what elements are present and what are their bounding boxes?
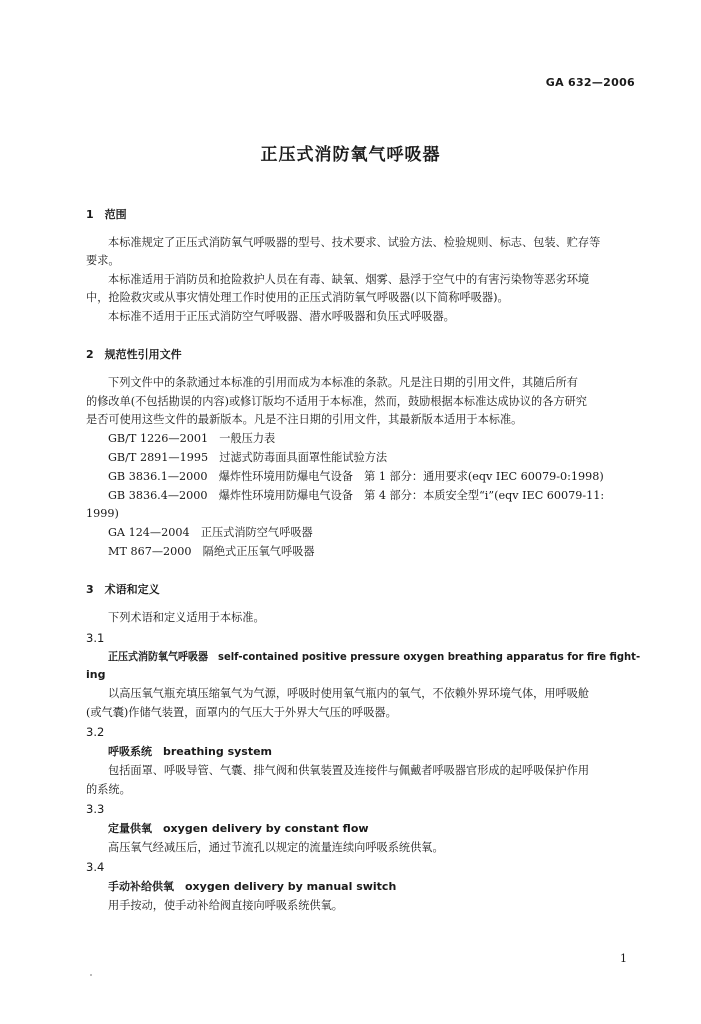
section-heading-terms: 3 术语和定义	[86, 583, 160, 596]
reference-item: GB/T 1226—2001 一般压力表	[108, 432, 276, 445]
definition-line: 高压氧气经减压后，通过节流孔以规定的流量连续向呼吸系统供氧。	[108, 841, 444, 854]
definition-line: 的系统。	[86, 783, 131, 796]
paragraph-line: 下列术语和定义适用于本标准。	[108, 611, 265, 624]
reference-item-continued: 1999)	[86, 507, 119, 520]
paragraph-line: 的修改单(不包括勘误的内容)或修订版均不适用于本标准，然而，鼓励根据本标准达成协议的各方研究	[86, 395, 587, 408]
section-heading-scope: 1 范围	[86, 208, 127, 221]
paragraph-line: 要求。	[86, 254, 120, 267]
reference-item: GB 3836.1—2000 爆炸性环境用防爆电气设备 第 1 部分：通用要求(eqv IEC 60079-0:1998)	[108, 470, 604, 483]
definition-line: 以高压氧气瓶充填压缩氧气为气源，呼吸时使用氧气瓶内的氧气，不依赖外界环境气体，用呼吸舱	[108, 687, 590, 700]
paragraph-line: 本标准不适用于正压式消防空气呼吸器、潜水呼吸器和负压式呼吸器。	[108, 310, 455, 323]
term-heading: 定量供氧 oxygen delivery by constant flow	[108, 822, 369, 835]
clause-number: 3.3	[86, 802, 105, 816]
paragraph-line: 下列文件中的条款通过本标准的引用而成为本标准的条款。凡是注日期的引用文件，其随后所有	[108, 376, 578, 389]
scan-speck	[90, 974, 92, 976]
paragraph-line: 本标准适用于消防员和抢险救护人员在有毒、缺氧、烟雾、悬浮于空气中的有害污染物等恶劣环境	[108, 273, 590, 286]
reference-item: GA 124—2004 正压式消防空气呼吸器	[108, 526, 313, 539]
term-heading-continued: ing	[86, 668, 106, 681]
paragraph-line: 本标准规定了正压式消防氧气呼吸器的型号、技术要求、试验方法、检验规则、标志、包装、贮存等	[108, 236, 601, 249]
clause-number: 3.2	[86, 725, 105, 739]
clause-number: 3.1	[86, 631, 105, 645]
definition-line: 包括面罩、呼吸导管、气囊、排气阀和供氧装置及连接件与佩戴者呼吸器官形成的起呼吸保护作用	[108, 764, 590, 777]
reference-item: MT 867—2000 隔绝式正压氧气呼吸器	[108, 545, 315, 558]
standard-code: GA 632—2006	[545, 76, 635, 89]
definition-line: 用手按动，使手动补给阀直接向呼吸系统供氧。	[108, 899, 343, 912]
paragraph-line: 是否可使用这些文件的最新版本。凡是不注日期的引用文件，其最新版本适用于本标准。	[86, 413, 523, 426]
page-number: 1	[620, 952, 627, 965]
definition-line: (或气囊)作储气装置，面罩内的气压大于外界大气压的呼吸器。	[86, 706, 397, 719]
clause-number: 3.4	[86, 860, 105, 874]
term-heading: 手动补给供氧 oxygen delivery by manual switch	[108, 880, 397, 893]
term-heading: 正压式消防氧气呼吸器 self-contained positive pressure oxygen breathing apparatus for fire fight-	[108, 650, 641, 663]
term-heading: 呼吸系统 breathing system	[108, 745, 273, 758]
document-title: 正压式消防氧气呼吸器	[260, 145, 441, 165]
paragraph-line: 中，抢险救灾或从事灾情处理工作时使用的正压式消防氧气呼吸器(以下简称呼吸器)。	[86, 291, 509, 304]
reference-item: GB/T 2891—1995 过滤式防毒面具面罩性能试验方法	[108, 451, 388, 464]
section-heading-references: 2 规范性引用文件	[86, 348, 182, 361]
reference-item: GB 3836.4—2000 爆炸性环境用防爆电气设备 第 4 部分：本质安全型“i”(eqv IEC 60079-11:	[108, 489, 605, 502]
